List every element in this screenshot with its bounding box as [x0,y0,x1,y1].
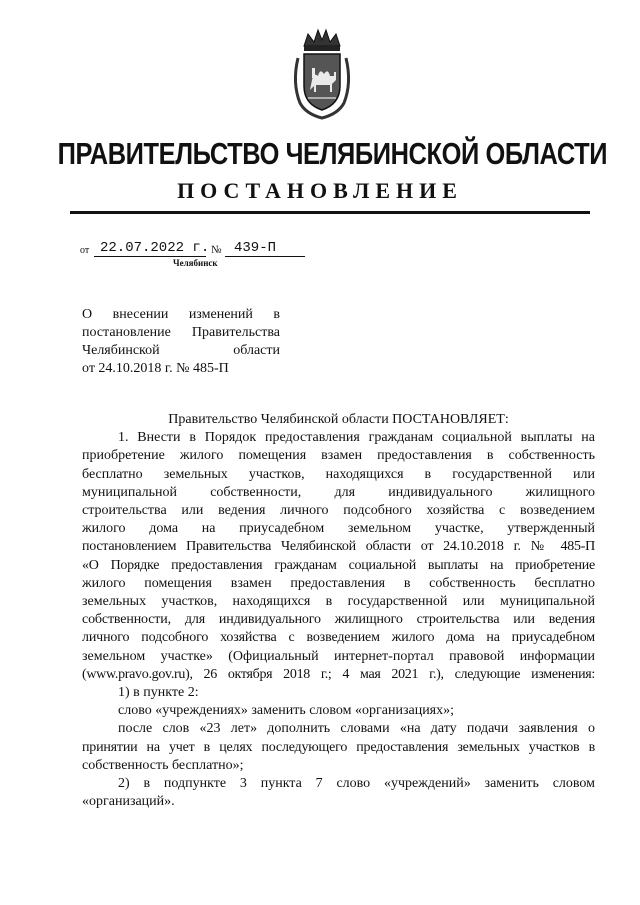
body-line: постановлением Правительства Челябинской области от 24.10.2018 г. № 485-П [82,539,595,555]
coat-of-arms-icon [290,28,354,120]
document-meta [80,240,320,258]
body-line: муниципальной собственности, для индивидуального жилищного [82,484,595,500]
subject-line: Челябинской области [82,343,280,358]
body-line: строительства или ведения личного подсобного хозяйства с возведением [82,503,595,519]
body-line: собственности, для индивидуального жилищного строительства или ведения [82,612,595,628]
subject-line: О внесении изменений в [82,307,280,322]
document-type-title: ПОСТАНОВЛЕНИЕ [177,178,463,203]
body-line: «О Порядке предоставления гражданам социальной выплаты на приобретение [82,557,595,573]
body-line: принятии на учет в целях последующего предоставления земельных участков в [82,739,595,755]
subject-line: постановление Правительства [82,325,280,340]
body-line: слово «учреждениях» заменить словом «организациях»; [118,703,455,719]
body-line: 2) в подпункте 3 пункта 7 слово «учреждений» заменить словом [118,776,595,792]
body-line: после слов «23 лет» дополнить словами «на дату подачи заявления о [118,721,595,737]
body-line: собственность бесплатно»; [82,757,244,773]
document-number: 439-П [234,240,277,256]
document-date: 22.07.2022 г. [100,240,210,256]
from-label: от [80,245,90,256]
header-divider [70,211,590,214]
city-label: Челябинск [173,258,218,268]
body-line: 1. Внести в Порядок предоставления гражданам социальной выплаты на [118,430,595,446]
body-line: земельном участке» (Официальный интернет-портал правовой информации [82,648,595,664]
document-body [82,411,595,811]
government-title: ПРАВИТЕЛЬСТВО ЧЕЛЯБИНСКОЙ ОБЛАСТИ [57,136,608,171]
body-line: личного подсобного хозяйства с возведением жилого дома на приусадебном [82,630,595,646]
subject-line: от 24.10.2018 г. № 485-П [82,361,229,376]
document-subject [82,306,280,378]
number-label: № [211,244,222,256]
body-line: жилого помещения взамен предоставления в собственность бесплатно [82,575,595,591]
number-underline [225,256,305,257]
body-line: земельных участков, находящихся в государственной или муниципальной [82,594,595,610]
body-line: приобретение жилого помещения взамен предоставления в собственность [82,448,595,464]
body-line: бесплатно земельных участков, находящихся в государственной или [82,466,595,482]
body-line: жилого дома на приусадебном земельном участке, утвержденный [82,521,595,537]
body-line: «организаций». [82,794,175,810]
body-line: (www.pravo.gov.ru), 26 октября 2018 г.; 4 мая 2021 г.), следующие изменения: [82,666,595,682]
date-underline [94,256,206,257]
preamble: Правительство Челябинской области ПОСТАНОВЛЯЕТ: [168,412,509,427]
body-line: 1) в пункте 2: [118,685,199,701]
